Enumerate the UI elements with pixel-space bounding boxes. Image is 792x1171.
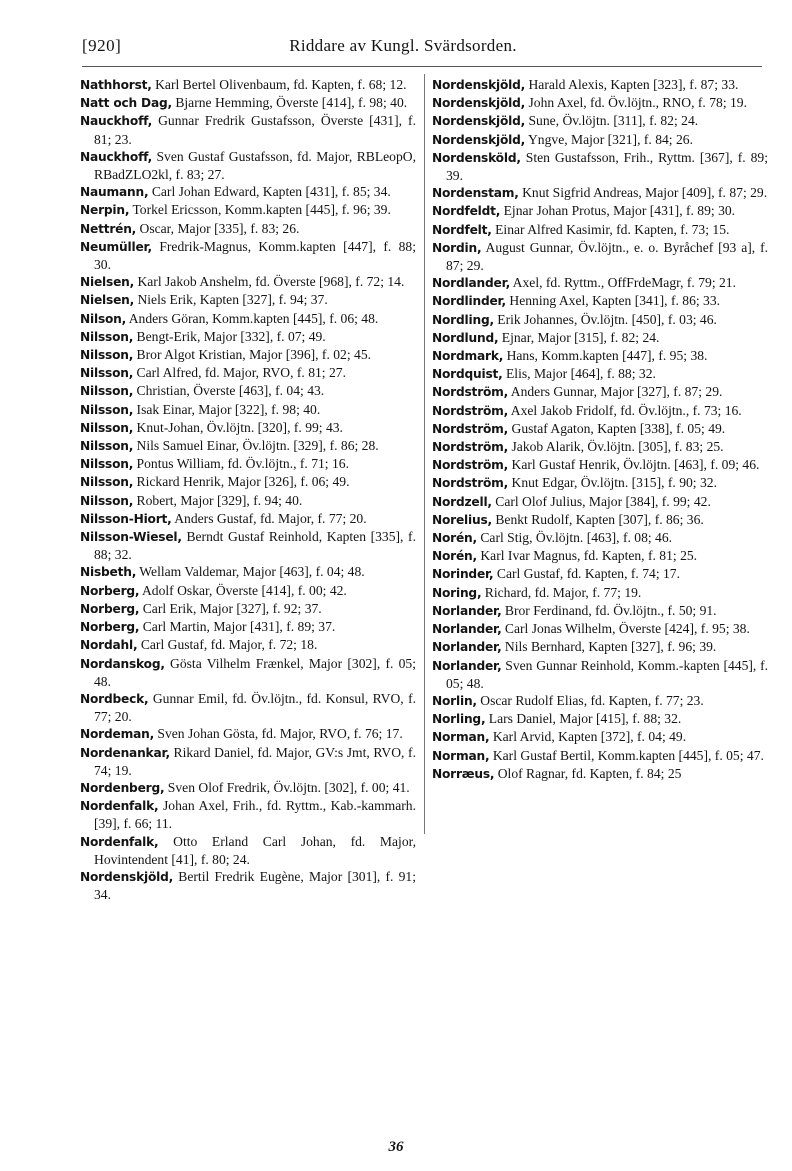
register-entry bbox=[80, 655, 416, 690]
register-entry bbox=[432, 620, 768, 638]
entry-surname: Nordfeldt, bbox=[432, 204, 501, 219]
entry-surname: Neumüller, bbox=[80, 239, 152, 254]
entry-details: Karl Gustaf Bertil, Komm.kapten [445], f. 05; 47. bbox=[489, 747, 764, 763]
entry-surname: Nerpin, bbox=[80, 203, 130, 218]
entry-surname: Nordenskjöld, bbox=[432, 132, 526, 147]
entry-details: Carl Johan Edward, Kapten [431], f. 85; 34. bbox=[148, 184, 391, 200]
entry-surname: Nordenberg, bbox=[80, 780, 165, 795]
entry-details: Carl Jonas Wilhelm, Överste [424], f. 95; 38. bbox=[501, 621, 750, 637]
register-entry bbox=[80, 148, 416, 183]
entry-details: Sten Gustafsson, Frih., Ryttm. [367], f. 89; 39. bbox=[446, 149, 768, 184]
entry-details: Ejnar Johan Protus, Major [431], f. 89; 30. bbox=[500, 203, 736, 219]
register-entry bbox=[432, 221, 768, 239]
entry-details: Carl Stig, Öv.löjtn. [463], f. 08; 46. bbox=[476, 530, 673, 546]
register-entry bbox=[80, 346, 416, 364]
register-entry bbox=[432, 657, 768, 692]
register-entry bbox=[432, 329, 768, 347]
register-entry bbox=[80, 725, 416, 743]
entry-details: Karl Gustaf Henrik, Öv.löjtn. [463], f. 09; 46. bbox=[508, 457, 760, 473]
entry-details: Hans, Komm.kapten [447], f. 95; 38. bbox=[503, 348, 708, 364]
entry-surname: Nordzell, bbox=[432, 494, 492, 509]
register-entry bbox=[432, 383, 768, 401]
register-entry bbox=[432, 131, 768, 149]
register-entry bbox=[80, 868, 416, 903]
entry-details: Fredrik-Magnus, Komm.kapten [447], f. 88; 30. bbox=[94, 238, 416, 273]
entry-details: Sven Gunnar Reinhold, Komm.-kapten [445], f. 05; 48. bbox=[446, 657, 768, 691]
entry-surname: Nordenskjöld, bbox=[432, 96, 526, 111]
register-entry bbox=[80, 690, 416, 725]
register-entry bbox=[432, 149, 768, 184]
entry-details: Gustaf Agaton, Kapten [338], f. 05; 49. bbox=[508, 420, 726, 436]
entry-details: Benkt Rudolf, Kapten [307], f. 86; 36. bbox=[491, 511, 704, 527]
register-entry bbox=[432, 184, 768, 202]
register-entry bbox=[432, 292, 768, 310]
register-entry bbox=[80, 437, 416, 455]
entry-surname: Nilsson, bbox=[80, 402, 134, 417]
running-title: Riddare av Kungl. Svärdsorden. bbox=[289, 36, 517, 55]
register-entry bbox=[432, 692, 768, 710]
entry-details: Oscar, Major [335], f. 83; 26. bbox=[136, 220, 300, 236]
entry-surname: Nilsson, bbox=[80, 439, 134, 454]
entry-details: Gunnar Fredrik Gustafsson, Överste [431], f. 81; 23. bbox=[94, 113, 416, 147]
entry-details: Bror Algot Kristian, Major [396], f. 02; 45. bbox=[133, 347, 372, 363]
register-entry bbox=[80, 833, 416, 868]
entry-surname: Nilsson, bbox=[80, 420, 134, 435]
entry-surname: Nordenstam, bbox=[432, 186, 519, 201]
column-divider bbox=[424, 74, 425, 834]
entry-details: Ejnar, Major [315], f. 82; 24. bbox=[498, 329, 660, 345]
entry-surname: Nordahl, bbox=[80, 638, 138, 653]
entry-surname: Nilsson, bbox=[80, 366, 134, 381]
register-entry bbox=[432, 584, 768, 602]
entry-details: Knut Edgar, Öv.löjtn. [315], f. 90; 32. bbox=[508, 475, 717, 491]
entry-surname: Nordström, bbox=[432, 385, 509, 400]
register-entry bbox=[80, 310, 416, 328]
entry-surname: Norberg, bbox=[80, 583, 140, 598]
register-entry bbox=[80, 510, 416, 528]
register-entry bbox=[432, 402, 768, 420]
entry-surname: Norman, bbox=[432, 730, 490, 745]
entry-surname: Nordström, bbox=[432, 403, 509, 418]
entry-surname: Norræus, bbox=[432, 766, 495, 781]
entry-surname: Nordfelt, bbox=[432, 222, 492, 237]
entry-surname: Nordin, bbox=[432, 240, 482, 255]
entry-surname: Natt och Dag, bbox=[80, 96, 172, 111]
register-entry bbox=[432, 202, 768, 220]
register-entry bbox=[80, 779, 416, 797]
entry-details: Robert, Major [329], f. 94; 40. bbox=[133, 492, 303, 508]
entry-surname: Nilsson, bbox=[80, 384, 134, 399]
register-entry bbox=[432, 565, 768, 583]
entry-surname: Nordenskjöld, bbox=[432, 114, 526, 129]
register-entry bbox=[80, 492, 416, 510]
entry-surname: Nielsen, bbox=[80, 293, 135, 308]
entry-surname: Nilsson, bbox=[80, 475, 134, 490]
entry-details: John Axel, fd. Öv.löjtn., RNO, f. 78; 19. bbox=[525, 95, 747, 111]
entry-surname: Nordström, bbox=[432, 476, 509, 491]
entry-details: Richard, fd. Major, f. 77; 19. bbox=[481, 584, 642, 600]
register-entry bbox=[432, 94, 768, 112]
register-entry bbox=[432, 547, 768, 565]
register-entry bbox=[80, 744, 416, 779]
entry-details: Sune, Öv.löjtn. [311], f. 82; 24. bbox=[525, 113, 699, 129]
entry-surname: Nilsson, bbox=[80, 329, 134, 344]
entry-surname: Nettrén, bbox=[80, 221, 137, 236]
register-entry bbox=[432, 765, 768, 783]
entry-details: Knut-Johan, Öv.löjtn. [320], f. 99; 43. bbox=[133, 419, 343, 435]
entry-surname: Nilsson-Hiort, bbox=[80, 511, 172, 526]
register-entry bbox=[432, 420, 768, 438]
page-number: [920] bbox=[82, 36, 122, 55]
register-entry bbox=[432, 493, 768, 511]
entry-details: Carl Gustaf, fd. Kapten, f. 74; 17. bbox=[493, 566, 680, 582]
register-entry bbox=[432, 365, 768, 383]
entry-details: Karl Arvid, Kapten [372], f. 04; 49. bbox=[489, 729, 687, 745]
register-entry bbox=[80, 183, 416, 201]
entry-surname: Nielsen, bbox=[80, 275, 135, 290]
entry-details: Carl Erik, Major [327], f. 92; 37. bbox=[139, 600, 322, 616]
entry-surname: Norberg, bbox=[80, 601, 140, 616]
register-entry bbox=[80, 419, 416, 437]
entry-details: Jakob Alarik, Öv.löjtn. [305], f. 83; 25. bbox=[508, 439, 724, 455]
entry-details: Adolf Oskar, Överste [414], f. 00; 42. bbox=[139, 582, 347, 598]
register-entry bbox=[80, 455, 416, 473]
register-entry bbox=[80, 94, 416, 112]
register-entry bbox=[80, 238, 416, 273]
register-entry bbox=[432, 511, 768, 529]
entry-details: Bengt-Erik, Major [332], f. 07; 49. bbox=[133, 328, 326, 344]
entry-surname: Nathhorst, bbox=[80, 78, 152, 92]
entry-surname: Nordlinder, bbox=[432, 294, 506, 309]
entry-details: Niels Erik, Kapten [327], f. 94; 37. bbox=[134, 292, 328, 308]
entry-details: Nils Bernhard, Kapten [327], f. 96; 39. bbox=[501, 639, 717, 655]
left-column bbox=[80, 76, 416, 903]
entry-surname: Norberg, bbox=[80, 620, 140, 635]
entry-surname: Norén, bbox=[432, 549, 477, 564]
entry-details: Karl Jakob Anshelm, fd. Överste [968], f. 72; 14. bbox=[134, 274, 405, 290]
entry-surname: Nordanskog, bbox=[80, 656, 165, 671]
entry-surname: Nordeman, bbox=[80, 727, 155, 742]
register-entry bbox=[80, 401, 416, 419]
entry-surname: Norling, bbox=[432, 712, 486, 727]
register-entry bbox=[432, 728, 768, 746]
entry-details: Gösta Vilhelm Frænkel, Major [302], f. 05; 48. bbox=[94, 655, 416, 689]
entry-surname: Nauckhoff, bbox=[80, 149, 153, 164]
entry-details: Knut Sigfrid Andreas, Major [409], f. 87; 29. bbox=[518, 185, 768, 201]
entry-surname: Norlander, bbox=[432, 603, 502, 618]
entry-details: Gunnar Emil, fd. Öv.löjtn., fd. Konsul, RVO, f. 77; 20. bbox=[94, 690, 416, 725]
register-entry bbox=[80, 797, 416, 832]
entry-surname: Norén, bbox=[432, 531, 477, 546]
register-entry bbox=[80, 528, 416, 563]
register-entry bbox=[80, 563, 416, 581]
register-entry bbox=[432, 347, 768, 365]
register-entry bbox=[432, 710, 768, 728]
register-entry bbox=[80, 76, 416, 94]
entry-surname: Nordenskjöld, bbox=[432, 78, 526, 92]
entry-surname: Nordenfalk, bbox=[80, 834, 159, 849]
entry-surname: Nordenankar, bbox=[80, 745, 170, 760]
entry-details: Einar Alfred Kasimir, fd. Kapten, f. 73; 15. bbox=[491, 221, 730, 237]
entry-surname: Nilsson, bbox=[80, 493, 134, 508]
register-entry bbox=[80, 636, 416, 654]
entry-details: Elis, Major [464], f. 88; 32. bbox=[502, 366, 656, 382]
entry-surname: Nordquist, bbox=[432, 367, 503, 382]
register-entry bbox=[432, 638, 768, 656]
entry-surname: Nordensköld, bbox=[432, 150, 521, 165]
entry-details: Yngve, Major [321], f. 84; 26. bbox=[525, 131, 693, 147]
entry-details: Anders Gustaf, fd. Major, f. 77; 20. bbox=[171, 510, 367, 526]
register-entry bbox=[432, 602, 768, 620]
register-entry bbox=[432, 529, 768, 547]
entry-details: Oscar Rudolf Elias, fd. Kapten, f. 77; 23. bbox=[476, 692, 704, 708]
entry-details: Rikard Daniel, fd. Major, GV:s Jmt, RVO, f. 74; 19. bbox=[94, 744, 416, 778]
register-entry bbox=[80, 291, 416, 309]
register-entry bbox=[432, 474, 768, 492]
entry-details: Pontus William, fd. Öv.löjtn., f. 71; 16. bbox=[133, 456, 349, 472]
entry-details: Nils Samuel Einar, Öv.löjtn. [329], f. 86; 28. bbox=[133, 438, 379, 454]
entry-surname: Nordström, bbox=[432, 458, 509, 473]
entry-details: Sven Olof Fredrik, Öv.löjtn. [302], f. 00; 41. bbox=[164, 779, 410, 795]
entry-details: Berndt Gustaf Reinhold, Kapten [335], f. 88; 32. bbox=[94, 529, 416, 563]
entry-details: Axel Jakob Fridolf, fd. Öv.löjtn., f. 73; 16. bbox=[508, 402, 742, 418]
entry-details: Rickard Henrik, Major [326], f. 06; 49. bbox=[133, 474, 350, 490]
entry-surname: Norman, bbox=[432, 748, 490, 763]
header-rule bbox=[82, 66, 762, 67]
register-entry bbox=[80, 273, 416, 291]
entry-surname: Nordenfalk, bbox=[80, 799, 159, 814]
register-entry bbox=[80, 364, 416, 382]
entry-details: Torkel Ericsson, Komm.kapten [445], f. 96; 39. bbox=[129, 202, 391, 218]
register-entry bbox=[80, 382, 416, 400]
register-entry bbox=[80, 112, 416, 147]
entry-surname: Nordström, bbox=[432, 421, 509, 436]
entry-surname: Nordlander, bbox=[432, 276, 511, 291]
entry-surname: Nilsson, bbox=[80, 457, 134, 472]
register-entry bbox=[80, 473, 416, 491]
entry-details: Carl Olof Julius, Major [384], f. 99; 42. bbox=[491, 493, 711, 509]
entry-details: Harald Alexis, Kapten [323], f. 87; 33. bbox=[525, 77, 739, 92]
entry-details: Otto Erland Carl Johan, fd. Major, Hovintendent [41], f. 80; 24. bbox=[94, 833, 416, 867]
page-header bbox=[82, 36, 724, 60]
right-column bbox=[432, 76, 768, 783]
entry-surname: Norlander, bbox=[432, 622, 502, 637]
entry-surname: Nordlund, bbox=[432, 330, 499, 345]
entry-details: Bertil Fredrik Eugène, Major [301], f. 91; 34. bbox=[94, 868, 416, 903]
entry-surname: Norelius, bbox=[432, 512, 492, 527]
entry-surname: Nordmark, bbox=[432, 349, 504, 364]
entry-details: Johan Axel, Frih., fd. Ryttm., Kab.-kammarh. [39], f. 66; 11. bbox=[94, 798, 416, 832]
entry-details: Bror Ferdinand, fd. Öv.löjtn., f. 50; 91. bbox=[501, 602, 717, 618]
register-entry bbox=[80, 328, 416, 346]
register-entry bbox=[432, 456, 768, 474]
entry-details: August Gunnar, Öv.löjtn., e. o. Byråchef [93 a], f. 87; 29. bbox=[446, 239, 768, 274]
entry-surname: Norlin, bbox=[432, 693, 477, 708]
register-entry bbox=[432, 747, 768, 765]
entry-details: Isak Einar, Major [322], f. 98; 40. bbox=[133, 401, 321, 417]
entry-details: Bjarne Hemming, Överste [414], f. 98; 40. bbox=[171, 95, 408, 111]
entry-surname: Nauckhoff, bbox=[80, 114, 153, 129]
register-entry bbox=[432, 438, 768, 456]
entry-details: Sven Gustaf Gustafsson, fd. Major, RBLeopO, RBadZLO2kl, f. 83; 27. bbox=[94, 148, 416, 183]
entry-surname: Nordenskjöld, bbox=[80, 869, 174, 884]
entry-details: Lars Daniel, Major [415], f. 88; 32. bbox=[485, 711, 682, 727]
entry-details: Karl Ivar Magnus, fd. Kapten, f. 81; 25. bbox=[476, 548, 698, 564]
entry-surname: Nilsson-Wiesel, bbox=[80, 530, 182, 545]
register-entry bbox=[432, 311, 768, 329]
entry-details: Carl Martin, Major [431], f. 89; 37. bbox=[139, 619, 336, 635]
entry-details: Wellam Valdemar, Major [463], f. 04; 48. bbox=[136, 564, 365, 580]
entry-surname: Nordling, bbox=[432, 312, 494, 327]
register-entry bbox=[80, 618, 416, 636]
entry-surname: Noring, bbox=[432, 585, 482, 600]
register-entry bbox=[80, 600, 416, 618]
register-entry bbox=[80, 220, 416, 238]
entry-details: Henning Axel, Kapten [341], f. 86; 33. bbox=[505, 293, 721, 309]
entry-surname: Nilsson, bbox=[80, 348, 134, 363]
register-entry bbox=[432, 239, 768, 274]
entry-details: Carl Alfred, fd. Major, RVO, f. 81; 27. bbox=[133, 365, 346, 381]
entry-details: Olof Ragnar, fd. Kapten, f. 84; 25 bbox=[494, 765, 682, 781]
entry-surname: Nordström, bbox=[432, 440, 509, 455]
register-entry bbox=[432, 274, 768, 292]
entry-details: Christian, Överste [463], f. 04; 43. bbox=[133, 383, 325, 399]
register-entry bbox=[432, 76, 768, 94]
entry-details: Axel, fd. Ryttm., OffFrdeMagr, f. 79; 21. bbox=[510, 275, 736, 291]
entry-surname: Nisbeth, bbox=[80, 565, 137, 580]
entry-surname: Naumann, bbox=[80, 185, 149, 200]
entry-details: Karl Bertel Olivenbaum, fd. Kapten, f. 68; 12. bbox=[151, 77, 407, 92]
entry-surname: Nordbeck, bbox=[80, 691, 149, 706]
entry-surname: Norlander, bbox=[432, 640, 502, 655]
register-entry bbox=[432, 112, 768, 130]
entry-details: Sven Johan Gösta, fd. Major, RVO, f. 76; 17. bbox=[154, 726, 403, 742]
entry-surname: Norlander, bbox=[432, 658, 502, 673]
register-entry bbox=[80, 582, 416, 600]
entry-surname: Nilson, bbox=[80, 311, 127, 326]
entry-details: Erik Johannes, Öv.löjtn. [450], f. 03; 46. bbox=[493, 311, 717, 327]
entry-details: Carl Gustaf, fd. Major, f. 72; 18. bbox=[137, 637, 318, 653]
signature-mark: 36 bbox=[388, 1139, 404, 1155]
register-entry bbox=[80, 201, 416, 219]
entry-surname: Norinder, bbox=[432, 567, 494, 582]
entry-details: Anders Göran, Komm.kapten [445], f. 06; 48. bbox=[126, 310, 379, 326]
entry-details: Anders Gunnar, Major [327], f. 87; 29. bbox=[508, 384, 723, 400]
